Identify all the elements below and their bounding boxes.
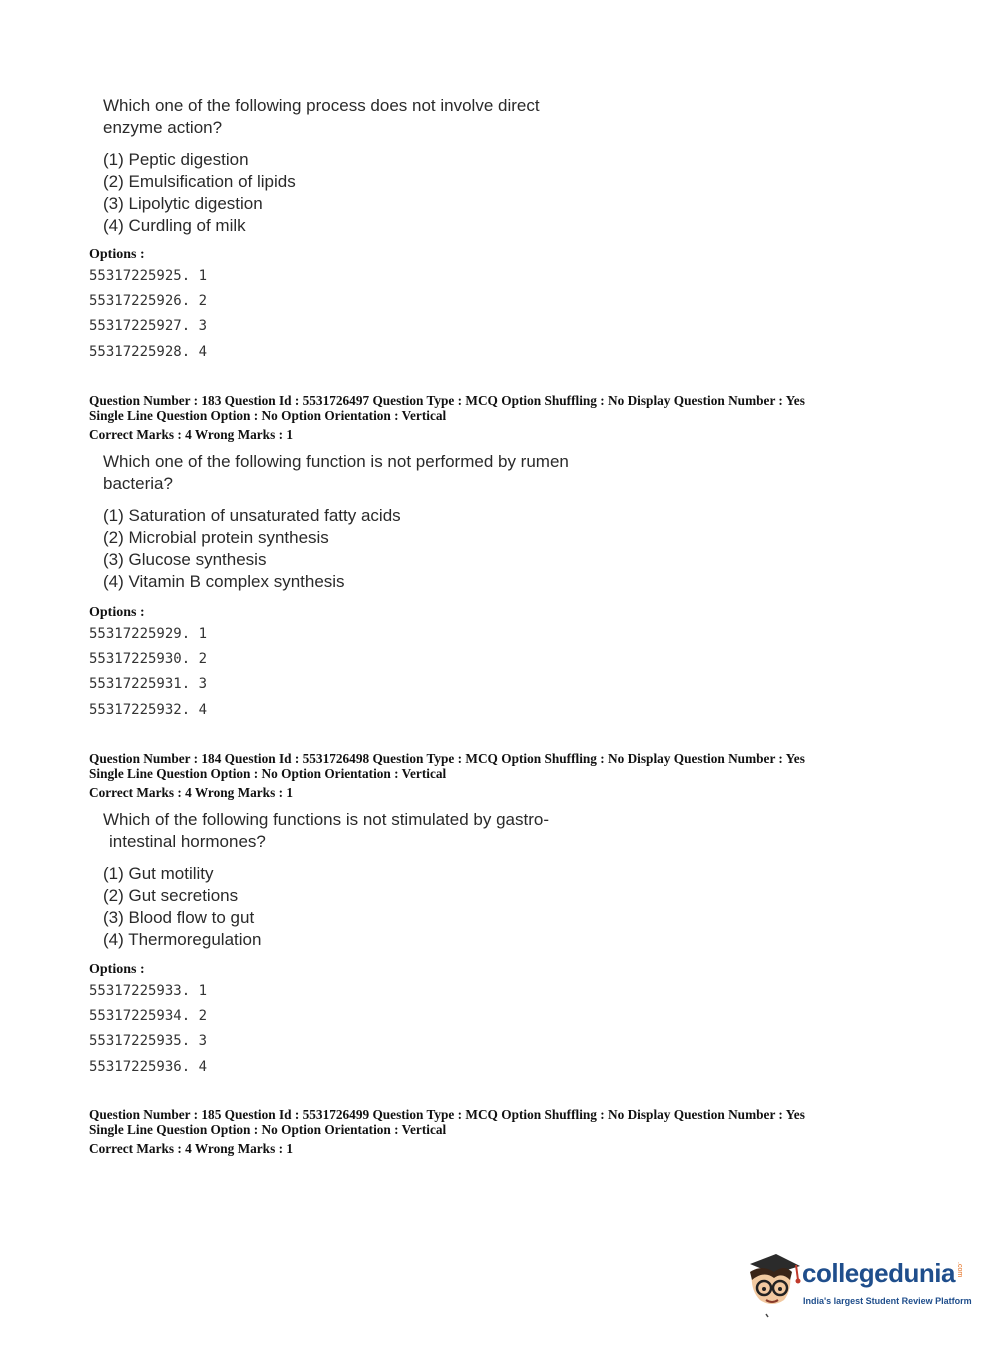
options-label: Options :	[89, 605, 145, 620]
question-line: intestinal hormones?	[109, 831, 266, 851]
option-id: 55317225929. 1	[89, 626, 208, 642]
option-id: 55317225930. 2	[89, 651, 208, 668]
option-id: 55317225935. 3	[89, 1033, 208, 1050]
collegedunia-logo	[744, 1250, 974, 1318]
question-line: Which one of the following process does not involve direct	[103, 96, 540, 115]
question-line: Which one of the following function is not performed by rumen	[103, 452, 569, 471]
question-184-text	[103, 809, 549, 852]
question-184-choices	[103, 863, 261, 951]
option-id: 55317225927. 3	[89, 318, 208, 335]
question-183-text	[103, 451, 569, 494]
choice: (4) Vitamin B complex synthesis	[103, 572, 345, 591]
question-line: bacteria?	[103, 473, 173, 493]
option-ids-list	[89, 622, 207, 723]
options-label: Options :	[89, 962, 145, 977]
logo-suffix: .com	[956, 1262, 963, 1278]
question-182-choices	[103, 149, 296, 237]
choice: (1) Peptic digestion	[103, 150, 249, 169]
logo-tagline: India's largest Student Review Platform	[803, 1296, 972, 1306]
choice: (3) Glucose synthesis	[103, 550, 267, 569]
option-ids-list	[89, 979, 207, 1080]
mascot-icon	[744, 1250, 804, 1318]
choice: (4) Curdling of milk	[103, 216, 246, 235]
question-line: Which of the following functions is not stimulated by gastro-	[103, 810, 549, 829]
question-185-meta	[89, 1107, 805, 1156]
question-183-meta	[89, 393, 805, 442]
choice: (2) Gut secretions	[103, 886, 239, 905]
meta-line: Question Number : 184 Question Id : 5531726498 Question Type : MCQ Option Shuffling : No Display Question Number : Yes	[89, 751, 805, 766]
choice: (3) Lipolytic digestion	[103, 194, 263, 213]
option-id: 55317225925. 1	[89, 268, 208, 284]
meta-line: Single Line Question Option : No Option Orientation : Vertical	[89, 408, 447, 423]
option-id: 55317225932. 4	[89, 701, 208, 718]
marks-line: Correct Marks : 4 Wrong Marks : 1	[89, 427, 293, 442]
option-id: 55317225934. 2	[89, 1008, 208, 1025]
meta-line: Single Line Question Option : No Option Orientation : Vertical	[89, 1122, 447, 1137]
question-184-meta	[89, 751, 805, 800]
logo-wordmark: collegedunia	[802, 1258, 955, 1288]
choice: (2) Microbial protein synthesis	[103, 528, 329, 547]
choice: (1) Saturation of unsaturated fatty acids	[103, 506, 401, 525]
choice: (4) Thermoregulation	[103, 930, 262, 949]
meta-line: Question Number : 183 Question Id : 5531726497 Question Type : MCQ Option Shuffling : No Display Question Number : Yes	[89, 393, 805, 408]
option-id: 55317225926. 2	[89, 293, 208, 310]
choice: (2) Emulsification of lipids	[103, 172, 296, 191]
marks-line: Correct Marks : 4 Wrong Marks : 1	[89, 1141, 293, 1156]
meta-line: Question Number : 185 Question Id : 5531726499 Question Type : MCQ Option Shuffling : No Display Question Number : Yes	[89, 1107, 805, 1122]
question-183-choices	[103, 505, 401, 593]
option-ids-list	[89, 264, 207, 365]
options-label: Options :	[89, 247, 145, 262]
option-id: 55317225931. 3	[89, 676, 208, 693]
choice: (3) Blood flow to gut	[103, 908, 255, 927]
option-id: 55317225928. 4	[89, 343, 208, 360]
question-line: enzyme action?	[103, 117, 223, 137]
meta-line: Single Line Question Option : No Option Orientation : Vertical	[89, 766, 447, 781]
question-182-text	[103, 95, 540, 138]
option-id: 55317225936. 4	[89, 1058, 208, 1075]
marks-line: Correct Marks : 4 Wrong Marks : 1	[89, 785, 293, 800]
option-id: 55317225933. 1	[89, 983, 208, 999]
choice: (1) Gut motility	[103, 864, 214, 883]
